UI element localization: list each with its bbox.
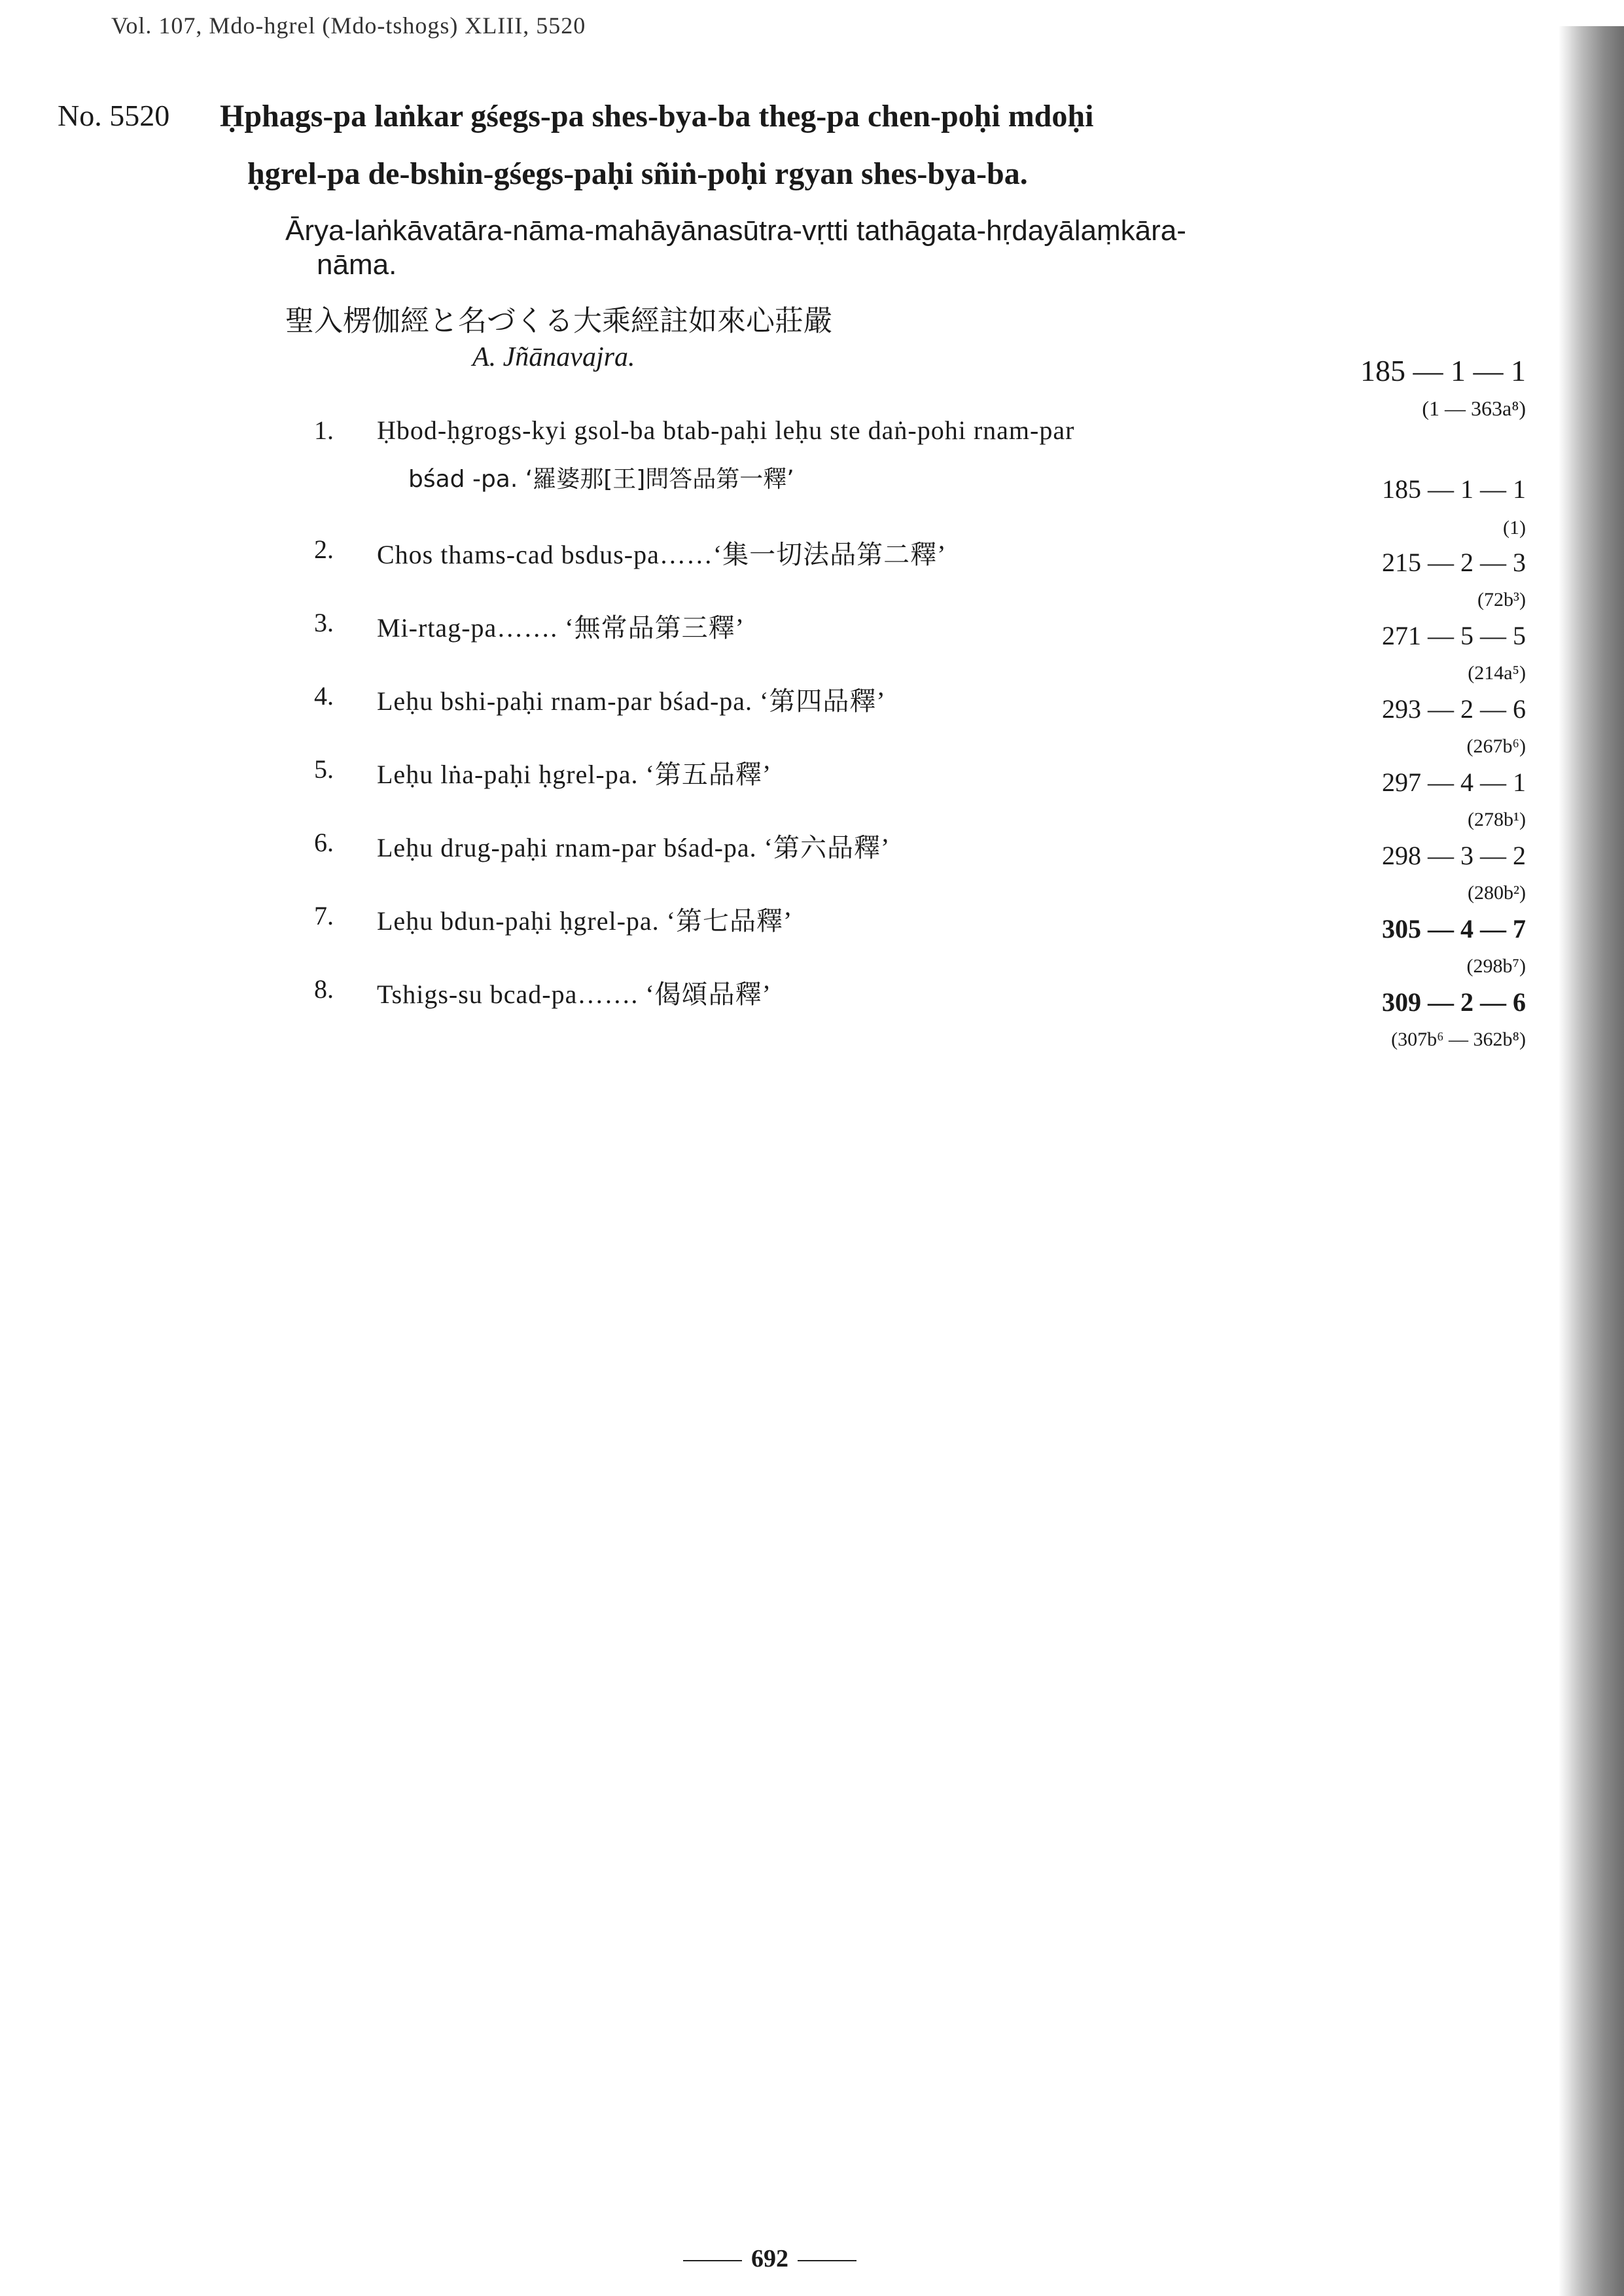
chapter-reference: 309 — 2 — 6 [1382,987,1526,1017]
footer-rule-right [798,2260,856,2261]
chapter-title: Leḥu lṅa-paḥi ḥgrel-pa. ‘第五品釋’ [377,760,772,789]
chapter-title: Chos thams-cad bsdus-pa……‘集一切法品第二釋’ [377,540,947,569]
chapter-reference: 271 — 5 — 5 [1382,621,1526,650]
entry-folio-range: (1 — 363a⁸) [1422,397,1526,420]
running-head: Vol. 107, Mdo-hgrel (Mdo-tshogs) XLIII, 5520 [111,12,586,39]
chapter-number: 4. [314,681,334,711]
japanese-title: 聖入楞伽經と名づくる大乘經註如來心莊嚴 [285,304,832,338]
chapter-title: Leḥu bdun-paḥi ḥgrel-pa. ‘第七品釋’ [377,906,793,936]
entry-title-line-2: ḥgrel-pa de-bshin-gśegs-paḥi sñiṅ-poḥi rgyan shes-bya-ba. [247,156,1028,191]
sanskrit-title-line-2: nāma. [317,249,397,281]
footer-rule-left [683,2260,742,2261]
chapter-folio: (214a⁵) [1468,662,1526,684]
chapter-number: 7. [314,901,334,930]
scan-shadow-edge [1559,26,1624,2296]
chapter-reference: 185 — 1 — 1 [1382,474,1526,504]
chapter-folio: (280b²) [1468,882,1526,904]
chapter-reference: 293 — 2 — 6 [1382,694,1526,724]
chapter-title: Tshigs-su bcad-pa……. ‘偈頌品釋’ [377,980,771,1009]
chapter-number: 3. [314,608,334,637]
chapter-number: 8. [314,974,334,1004]
chapter-title: Leḥu drug-paḥi rnam-par bśad-pa. ‘第六品釋’ [377,833,891,862]
chapter-reference: 215 — 2 — 3 [1382,548,1526,577]
chapter-title-cont: bśad -pa. ‘羅婆那[王]問答品第一釋’ [408,466,794,493]
chapter-reference: 297 — 4 — 1 [1382,768,1526,797]
chapter-title: Mi-rtag-pa……. ‘無常品第三釋’ [377,613,745,643]
chapter-number: 5. [314,754,334,784]
chapter-folio: (72b³) [1477,589,1526,610]
chapter-number: 2. [314,535,334,564]
chapter-number: 1. [314,415,334,445]
author: A. Jñānavajra. [472,342,635,372]
entry-number: No. 5520 [58,99,170,132]
chapter-folio: (1) [1503,517,1526,539]
chapter-reference: 305 — 4 — 7 [1382,914,1526,944]
chapter-folio: (298b⁷) [1466,955,1526,977]
chapter-folio: (307b⁶ — 362b⁸) [1391,1029,1526,1050]
entry-title-line-1: Ḥphags-pa laṅkar gśegs-pa shes-bya-ba theg-pa chen-poḥi mdoḥi [220,99,1094,133]
chapter-reference: 298 — 3 — 2 [1382,841,1526,870]
chapter-title: Ḥbod-ḥgrogs-kyi gsol-ba btab-paḥi leḥu ste daṅ-pohi rnam-par [377,415,1075,445]
page-number-text: 692 [751,2245,788,2272]
chapter-number: 6. [314,828,334,857]
chapter-title: Leḥu bshi-paḥi rnam-par bśad-pa. ‘第四品釋’ [377,686,886,716]
chapter-folio: (267b⁶) [1466,735,1526,757]
sanskrit-title-line-1: Ārya-laṅkāvatāra-nāma-mahāyānasūtra-vṛtti tathāgata-hṛdayālaṃkāra- [285,215,1186,247]
entry-reference: 185 — 1 — 1 [1360,354,1526,387]
page-number [674,2244,866,2273]
chapter-folio: (278b¹) [1468,809,1526,830]
